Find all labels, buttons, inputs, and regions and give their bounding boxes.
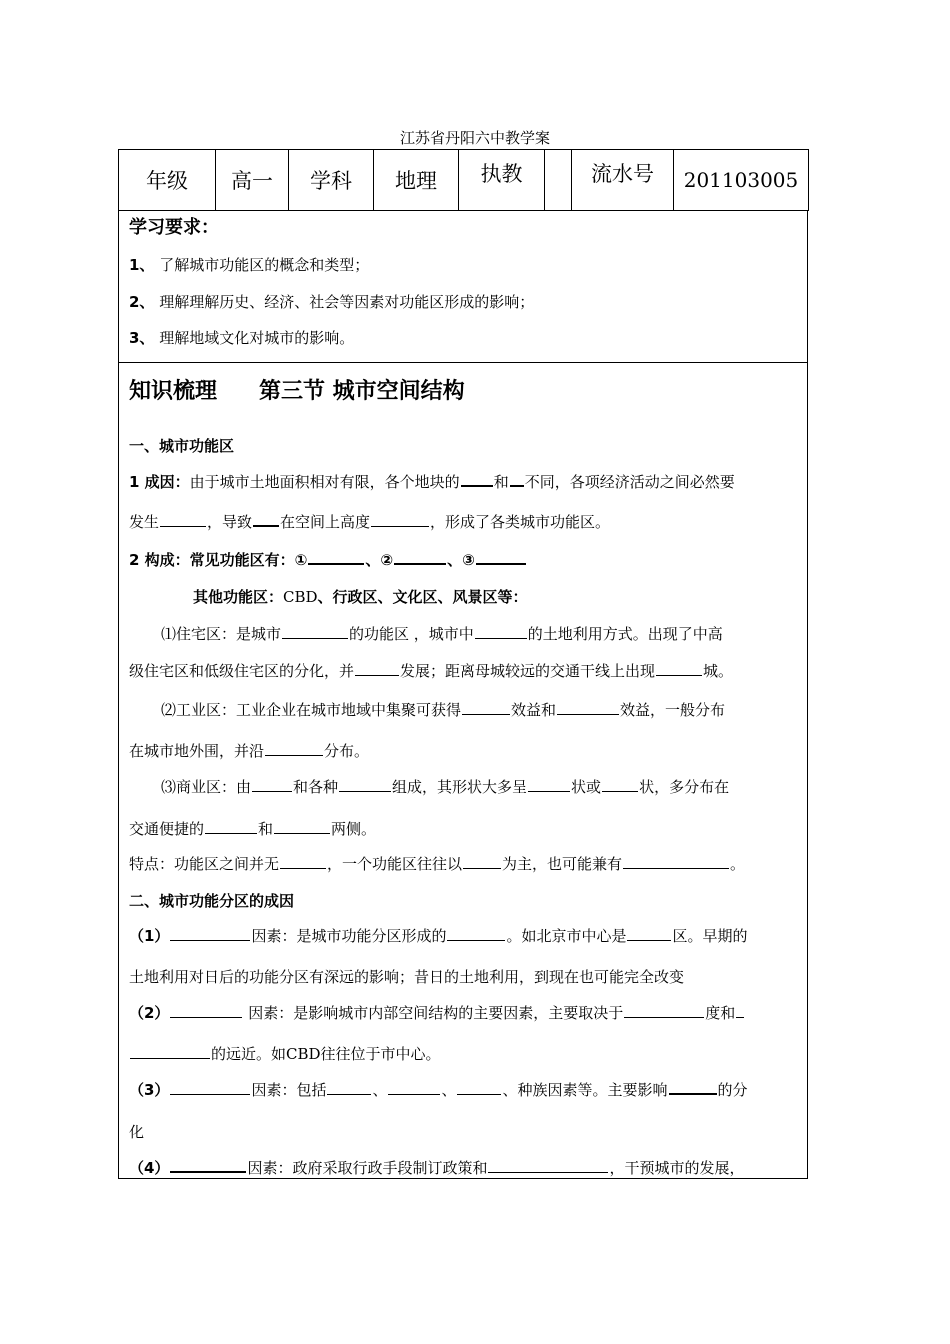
grade-label: 年级 — [119, 150, 216, 211]
residential-line-2: 级住宅区和低级住宅区的分化，并 发展；距离母城较远的交通干线上出现 城。 — [129, 662, 734, 680]
cause-line-1: 1 成因：由于城市土地面积相对有限，各个地块的 和 不同，各项经济活动之间必然要 — [129, 470, 735, 492]
blank[interactable] — [510, 470, 524, 487]
blank[interactable] — [463, 853, 501, 869]
blank[interactable] — [624, 1002, 704, 1018]
historical-line-1: （1） 因素：是城市功能分区形成的 。如北京市中心是 区。早期的 — [129, 927, 748, 945]
industrial-line-2: 在城市地外围，并沿 分布。 — [129, 742, 370, 760]
composition-line: 2 构成：常见功能区有：① 、② 、③ — [129, 548, 527, 570]
features-line: 特点：功能区之间并无 ，一个功能区往往以 为主，也可能兼有 。 — [129, 855, 746, 873]
blank[interactable] — [461, 470, 493, 487]
economic-line-1: （2） 因素：是影响城市内部空间结构的主要因素，主要取决于 度和 — [129, 1002, 745, 1023]
blank[interactable] — [528, 776, 570, 792]
blank[interactable] — [327, 1079, 371, 1095]
social-line-1: （3） 因素：包括 、 、 、种族因素等。主要影响 的分 — [129, 1078, 748, 1100]
serial-value: 201103005 — [674, 150, 809, 211]
blank[interactable] — [394, 548, 446, 565]
blank[interactable] — [627, 925, 671, 941]
blank[interactable] — [280, 853, 326, 869]
blank[interactable] — [736, 1002, 744, 1018]
blank[interactable] — [388, 1079, 440, 1095]
blank[interactable] — [205, 818, 257, 834]
requirement-item: 3、 理解地域文化对城市的影响。 — [129, 329, 355, 347]
serial-label: 流水号 — [572, 150, 674, 211]
blank[interactable] — [371, 511, 429, 527]
blank[interactable] — [602, 776, 638, 792]
blank[interactable] — [447, 925, 505, 941]
government-line-1: （4） 因素：政府采取行政手段制订政策和 ，干预城市的发展， — [129, 1156, 744, 1178]
blank[interactable] — [253, 510, 279, 527]
blank[interactable] — [623, 853, 729, 869]
residential-line-1: ⑴住宅区：是城市 的功能区 ，城市中 的土地利用方式。出现了中高 — [161, 625, 723, 643]
blank[interactable] — [669, 1078, 717, 1095]
blank[interactable] — [339, 776, 391, 792]
blank[interactable] — [475, 623, 527, 639]
industrial-line-1: ⑵工业区：工业企业在城市地域中集聚可获得 效益和 效益，一般分布 — [161, 701, 726, 719]
blank[interactable] — [656, 660, 702, 676]
economic-line-2: 的远近。如CBD往往位于市中心。 — [129, 1043, 441, 1064]
blank[interactable] — [170, 1002, 242, 1018]
blank[interactable] — [488, 1157, 608, 1173]
subject-value: 地理 — [374, 150, 459, 211]
requirement-item: 1、 了解城市功能区的概念和类型； — [129, 256, 370, 274]
subject-label: 学科 — [289, 150, 374, 211]
subsection-title-2: 二、城市功能分区的成因 — [129, 892, 295, 910]
knowledge-section — [118, 362, 808, 1179]
requirements-title: 学习要求： — [129, 217, 219, 238]
requirement-item: 2、 理解理解历史、经济、社会等因素对功能区形成的影响； — [129, 293, 535, 311]
cause-line-2: 发生 ，导致 在空间上高度 ，形成了各类城市功能区。 — [129, 510, 610, 532]
other-zones-line: 其他功能区：CBD、行政区、文化区、风景区等： — [193, 588, 528, 606]
blank[interactable] — [308, 548, 364, 565]
commercial-line-1: ⑶商业区：由 和各种 组成，其形状大多呈 状或 状，多分布在 — [161, 778, 730, 796]
blank[interactable] — [457, 1079, 501, 1095]
blank[interactable] — [170, 1079, 250, 1095]
social-line-2: 化 — [129, 1123, 145, 1141]
commercial-line-2: 交通便捷的 和 两侧。 — [129, 820, 377, 838]
blank[interactable] — [130, 1043, 210, 1059]
header-table — [118, 149, 809, 211]
blank[interactable] — [476, 548, 526, 565]
teacher-label: 执教 — [459, 150, 545, 211]
subsection-title-1: 一、城市功能区 — [129, 437, 235, 455]
blank[interactable] — [160, 511, 206, 527]
blank[interactable] — [252, 776, 292, 792]
blank[interactable] — [282, 623, 348, 639]
grade-value: 高一 — [216, 150, 289, 211]
blank[interactable] — [274, 818, 330, 834]
document-title: 江苏省丹阳六中教学案 — [399, 129, 550, 147]
blank[interactable] — [355, 660, 399, 676]
blank[interactable] — [170, 1156, 246, 1173]
blank[interactable] — [557, 699, 619, 715]
blank[interactable] — [265, 740, 323, 756]
blank[interactable] — [462, 699, 510, 715]
historical-line-2: 土地利用对日后的功能分区有深远的影响；昔日的土地利用，到现在也可能完全改变 — [129, 968, 685, 986]
teacher-value-cell[interactable] — [545, 150, 572, 211]
section-heading: 知识梳理 第三节 城市空间结构 — [129, 379, 465, 404]
requirements-section — [118, 210, 808, 363]
blank[interactable] — [170, 925, 250, 941]
